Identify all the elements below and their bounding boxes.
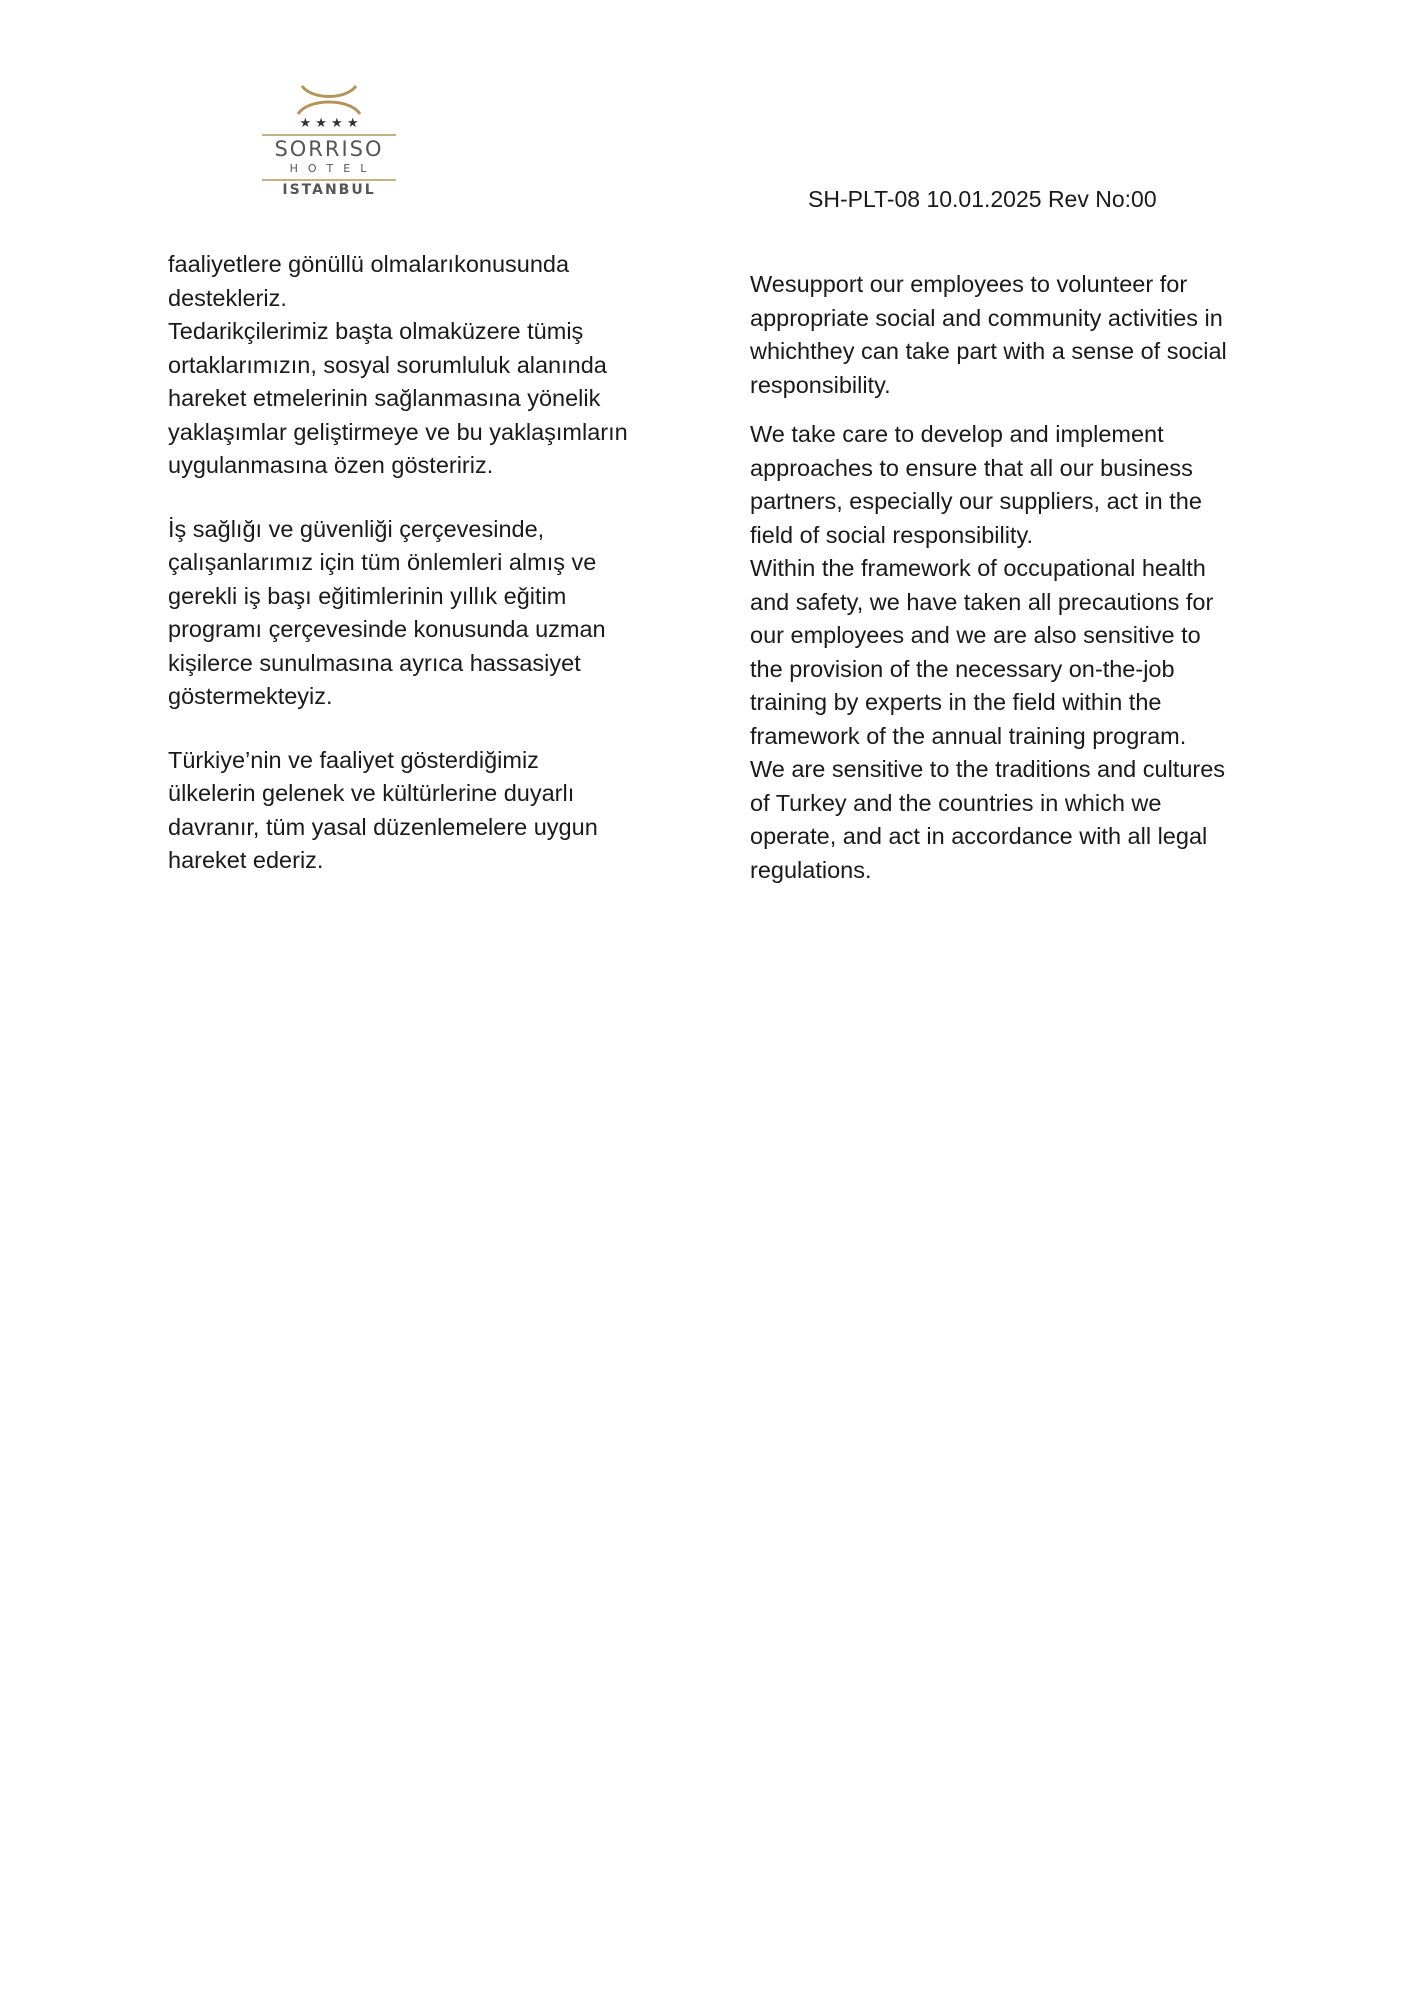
logo-subtitle: HOTEL xyxy=(289,162,377,175)
logo-city: ISTANBUL xyxy=(282,182,376,198)
turkish-paragraph-1: faaliyetlere gönüllü olmalarıkonusunda destekleriz. Tedarikçilerimiz başta olmaküzere tümiş ortaklarımızın, sosyal sorumluluk alanında hareket etmelerinin sağlanmasına yönelik yaklaşımlar geliştirmeye ve bu yaklaşımların uygulanmasına özen gösteririz. xyxy=(168,251,628,478)
english-paragraph-2: We take care to develop and implement approaches to ensure that all our business partners, especially our suppliers, act in the field of social responsibility. Within the framework of occupational health and safety, we have taken all precautions for our employees and we are also sensitive to the provision of the necessary on-the-job training by experts in the field within the framework of the annual training program. We are sensitive to the traditions and cultures of Turkey and the countries in which we operate, and act in accordance with all legal regulations. xyxy=(750,421,1226,883)
english-column xyxy=(750,268,1310,887)
turkish-paragraph-3: Türkiye’nin ve faaliyet gösterdiğimiz ülkelerin gelenek ve kültürlerine duyarlı davranır, tüm yasal düzenlemelere uygun hareket ederiz. xyxy=(168,746,598,873)
turkish-paragraph-2: İş sağlığı ve güvenliği çerçevesinde, çalışanlarımız için tüm önlemleri almış ve gerekli iş başı eğitimlerinin yıllık eğitim programı çerçevesinde konusunda uzman kişilerce sunulmasına ayrıca hassasiyet göstermekteyiz. xyxy=(168,515,606,709)
english-paragraph-1: Wesupport our employees to volunteer for appropriate social and community activities in whichthey can take part with a sense of social responsibility. xyxy=(750,271,1227,398)
logo-name: SORRISO xyxy=(274,137,384,161)
document-code: SH-PLT-08 10.01.2025 Rev No:00 xyxy=(808,186,1157,212)
logo-stars: ★ ★ ★ ★ xyxy=(299,116,359,131)
turkish-column xyxy=(168,248,698,878)
hotel-logo xyxy=(258,84,400,204)
